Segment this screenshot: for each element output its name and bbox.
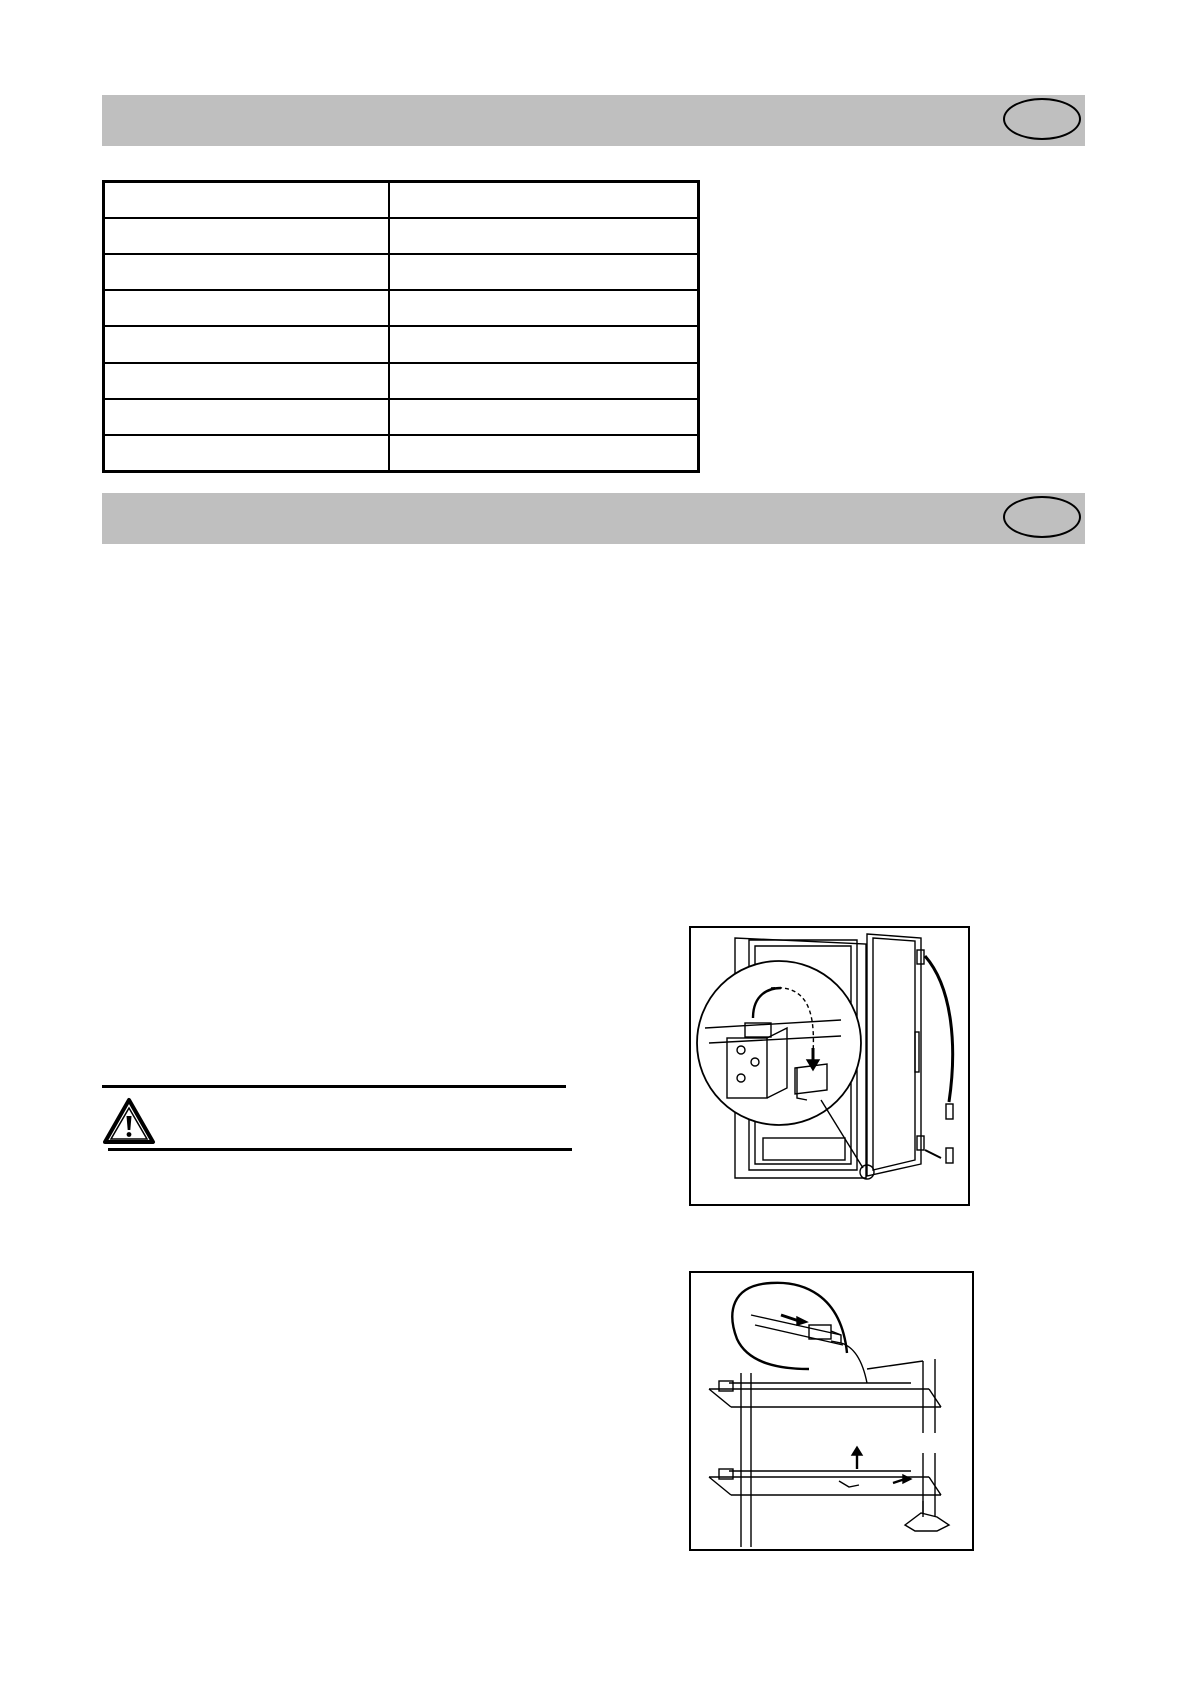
table-cell bbox=[104, 326, 390, 362]
door-reversal-drawing bbox=[691, 928, 968, 1204]
door-reversal-illustration bbox=[689, 926, 970, 1206]
section-header-1 bbox=[102, 95, 1085, 146]
table-cell bbox=[104, 290, 390, 326]
table-cell bbox=[104, 182, 390, 219]
table-cell bbox=[389, 290, 699, 326]
table-row bbox=[104, 182, 699, 219]
table-cell bbox=[389, 218, 699, 254]
table-row bbox=[104, 435, 699, 472]
section-badge bbox=[1003, 98, 1081, 140]
section-badge bbox=[1003, 496, 1081, 538]
table-cell bbox=[104, 399, 390, 435]
shelf-mounting-drawing bbox=[691, 1273, 972, 1549]
table-cell bbox=[389, 363, 699, 399]
table-cell bbox=[389, 254, 699, 290]
table-cell bbox=[104, 435, 390, 472]
table-cell bbox=[104, 363, 390, 399]
divider bbox=[108, 1148, 572, 1151]
table-cell bbox=[389, 182, 699, 219]
table-row bbox=[104, 254, 699, 290]
table-cell bbox=[104, 254, 390, 290]
warning-triangle-icon bbox=[102, 1097, 156, 1145]
table-cell bbox=[389, 435, 699, 472]
table-row bbox=[104, 326, 699, 362]
section-header-2 bbox=[102, 493, 1085, 544]
table-cell bbox=[104, 218, 390, 254]
specification-table bbox=[102, 180, 700, 473]
table-row bbox=[104, 290, 699, 326]
shelf-mounting-illustration bbox=[689, 1271, 974, 1551]
table-row bbox=[104, 218, 699, 254]
table-cell bbox=[389, 326, 699, 362]
divider bbox=[102, 1085, 566, 1088]
table-row bbox=[104, 399, 699, 435]
table-cell bbox=[389, 399, 699, 435]
warning-notice bbox=[102, 1085, 572, 1151]
table-row bbox=[104, 363, 699, 399]
